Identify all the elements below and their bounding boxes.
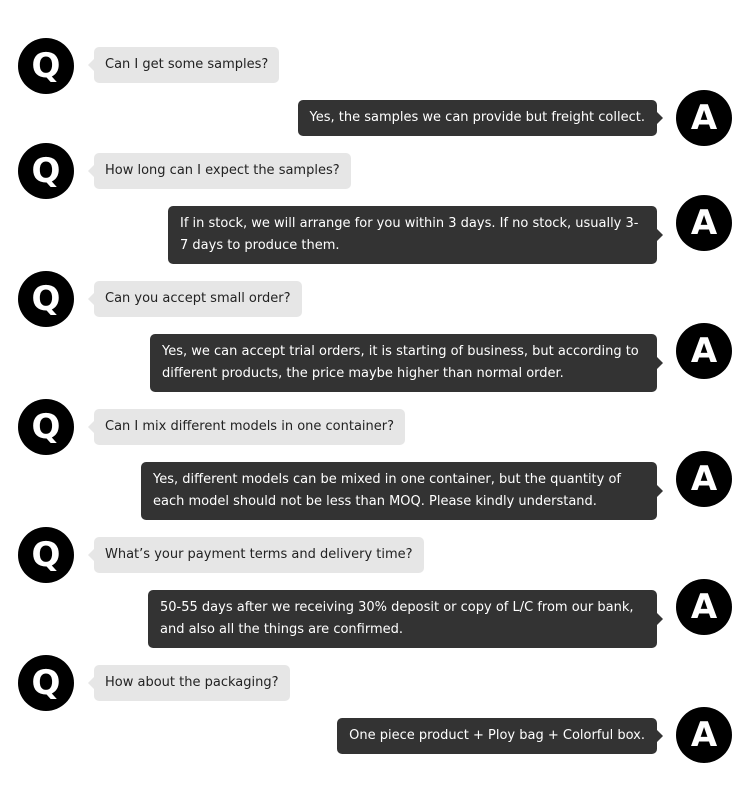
question-bubble-3: Can you accept small order? — [94, 281, 302, 317]
answer-avatar: A — [676, 90, 732, 146]
question-bubble-5: What’s your payment terms and delivery time? — [94, 537, 424, 573]
answer-avatar: A — [676, 323, 732, 379]
answer-bubble-1: Yes, the samples we can provide but freight collect. — [298, 100, 657, 136]
question-avatar: Q — [18, 655, 74, 711]
answer-bubble-5: 50-55 days after we receiving 30% deposit or copy of L/C from our bank, and also all the things are confirmed. — [148, 590, 657, 648]
question-bubble-2: How long can I expect the samples? — [94, 153, 351, 189]
question-bubble-6: How about the packaging? — [94, 665, 290, 701]
question-avatar: Q — [18, 38, 74, 94]
question-bubble-1: Can I get some samples? — [94, 47, 279, 83]
answer-bubble-4: Yes, different models can be mixed in one container, but the quantity of each model should not be less than MOQ. Please kindly understand. — [141, 462, 657, 520]
answer-avatar: A — [676, 451, 732, 507]
question-avatar: Q — [18, 143, 74, 199]
answer-avatar: A — [676, 707, 732, 763]
answer-avatar: A — [676, 579, 732, 635]
question-avatar: Q — [18, 399, 74, 455]
answer-avatar: A — [676, 195, 732, 251]
question-bubble-4: Can I mix different models in one container? — [94, 409, 405, 445]
answer-bubble-2: If in stock, we will arrange for you within 3 days. If no stock, usually 3-7 days to produce them. — [168, 206, 657, 264]
answer-bubble-3: Yes, we can accept trial orders, it is starting of business, but according to different products, the price maybe higher than normal order. — [150, 334, 657, 392]
question-avatar: Q — [18, 271, 74, 327]
question-avatar: Q — [18, 527, 74, 583]
answer-bubble-6: One piece product + Ploy bag + Colorful box. — [337, 718, 657, 754]
